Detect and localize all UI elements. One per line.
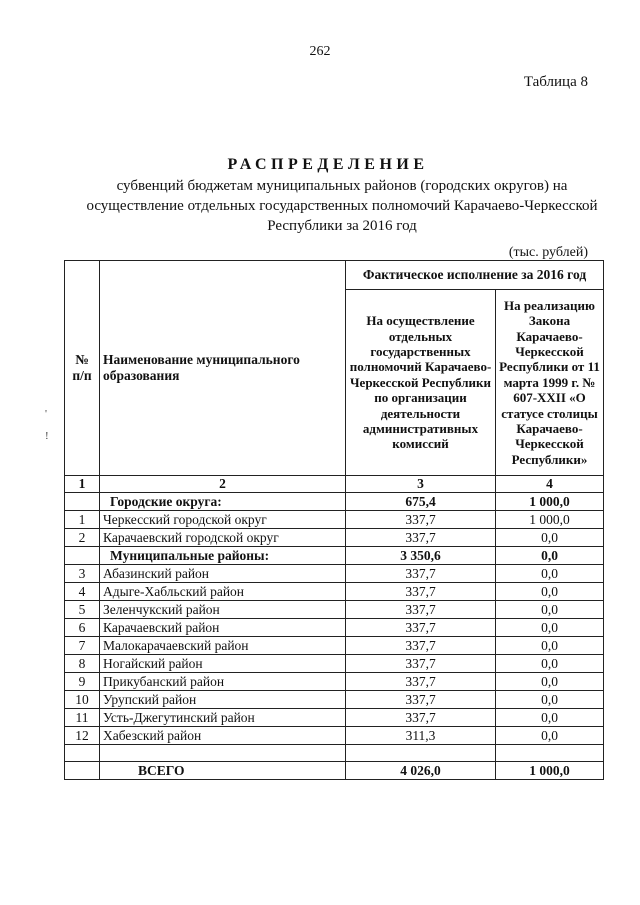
row-value-4: 0,0	[496, 673, 604, 691]
row-num: 2	[65, 529, 100, 547]
row-num: 7	[65, 637, 100, 655]
row-name: Карачаевский городской округ	[100, 529, 346, 547]
row-num: 9	[65, 673, 100, 691]
row-num: 3	[65, 565, 100, 583]
row-name: Зеленчукский район	[100, 601, 346, 619]
row-value-3: 337,7	[346, 583, 496, 601]
total-value-4: 1 000,0	[496, 762, 604, 780]
row-num: 12	[65, 727, 100, 745]
row-value-4: 0,0	[496, 727, 604, 745]
row-value-4: 0,0	[496, 601, 604, 619]
district-group-row	[65, 547, 604, 565]
col-num-header: № п/п	[65, 261, 100, 476]
row-value-3: 337,7	[346, 637, 496, 655]
group-value-3: 3 350,6	[346, 547, 496, 565]
table-row	[65, 673, 604, 691]
row-value-4: 0,0	[496, 655, 604, 673]
row-num: 6	[65, 619, 100, 637]
row-value-4: 0,0	[496, 529, 604, 547]
row-name: Ногайский район	[100, 655, 346, 673]
row-num	[65, 547, 100, 565]
row-num	[65, 493, 100, 511]
margin-mark: '	[45, 408, 47, 420]
col4-header: На реализацию Закона Карачаево-Черкесской Республики от 11 марта 1999 г. № 607-XXII «О статусе столицы Карачаево-Черкесской Республики»	[496, 290, 604, 476]
row-value-3: 337,7	[346, 691, 496, 709]
row-value-3: 337,7	[346, 673, 496, 691]
row-num: 4	[65, 583, 100, 601]
row-value-4: 0,0	[496, 583, 604, 601]
table-row	[65, 601, 604, 619]
row-num: 10	[65, 691, 100, 709]
row-value-3: 337,7	[346, 511, 496, 529]
row-value-4: 1 000,0	[496, 511, 604, 529]
row-value-3: 337,7	[346, 529, 496, 547]
table-row	[65, 655, 604, 673]
row-name: Прикубанский район	[100, 673, 346, 691]
row-name: Хабезский район	[100, 727, 346, 745]
row-num: 1	[65, 511, 100, 529]
document-subtitle: субвенций бюджетам муниципальных районов (городских округов) на осуществление отдельных государственных полномочий Карачаево-Черкесской Республики за 2016 год	[86, 178, 598, 234]
table-row	[65, 691, 604, 709]
document-title: РАСПРЕДЕЛЕНИЕ	[227, 156, 429, 173]
row-name: Карачаевский район	[100, 619, 346, 637]
table-label: Таблица 8	[523, 74, 588, 90]
row-name: Адыге-Хабльский район	[100, 583, 346, 601]
urban-group-row	[65, 493, 604, 511]
column-number: 3	[346, 476, 496, 493]
row-value-4: 0,0	[496, 691, 604, 709]
group-value-3: 675,4	[346, 493, 496, 511]
column-number: 1	[65, 476, 100, 493]
row-num	[65, 762, 100, 780]
empty-row	[65, 745, 604, 762]
table-row	[65, 727, 604, 745]
table-row	[65, 511, 604, 529]
row-value-4: 0,0	[496, 619, 604, 637]
column-number: 2	[100, 476, 346, 493]
table-row	[65, 619, 604, 637]
row-name: Черкесский городской округ	[100, 511, 346, 529]
group-header: Фактическое исполнение за 2016 год	[346, 261, 604, 290]
table-row	[65, 529, 604, 547]
row-value-4: 0,0	[496, 709, 604, 727]
col-name-header: Наименование муниципального образования	[100, 261, 346, 476]
row-value-3: 337,7	[346, 619, 496, 637]
group-value-4: 0,0	[496, 547, 604, 565]
total-label: ВСЕГО	[100, 762, 346, 780]
row-num: 8	[65, 655, 100, 673]
col3-header: На осуществление отдельных государственных полномочий Карачаево-Черкесской Республики по организации деятельности административных комиссий	[346, 290, 496, 476]
page-number: 262	[309, 44, 331, 59]
row-value-3: 337,7	[346, 655, 496, 673]
subvention-table	[64, 260, 604, 780]
group-value-4: 1 000,0	[496, 493, 604, 511]
table-row	[65, 565, 604, 583]
row-name: Малокарачаевский район	[100, 637, 346, 655]
group-name: Городские округа:	[100, 493, 346, 511]
units-label: (тыс. рублей)	[508, 245, 588, 260]
total-value-3: 4 026,0	[346, 762, 496, 780]
column-numbers-row	[65, 476, 604, 493]
row-value-3: 337,7	[346, 601, 496, 619]
column-number: 4	[496, 476, 604, 493]
row-name: Абазинский район	[100, 565, 346, 583]
row-value-4: 0,0	[496, 565, 604, 583]
row-name: Усть-Джегутинский район	[100, 709, 346, 727]
row-value-4: 0,0	[496, 637, 604, 655]
row-value-3: 311,3	[346, 727, 496, 745]
group-name: Муниципальные районы:	[100, 547, 346, 565]
margin-mark: !	[45, 430, 49, 442]
row-value-3: 337,7	[346, 565, 496, 583]
row-name: Урупский район	[100, 691, 346, 709]
total-row	[65, 762, 604, 780]
row-value-3: 337,7	[346, 709, 496, 727]
row-num: 11	[65, 709, 100, 727]
row-num: 5	[65, 601, 100, 619]
table-row	[65, 709, 604, 727]
table-row	[65, 637, 604, 655]
table-row	[65, 583, 604, 601]
